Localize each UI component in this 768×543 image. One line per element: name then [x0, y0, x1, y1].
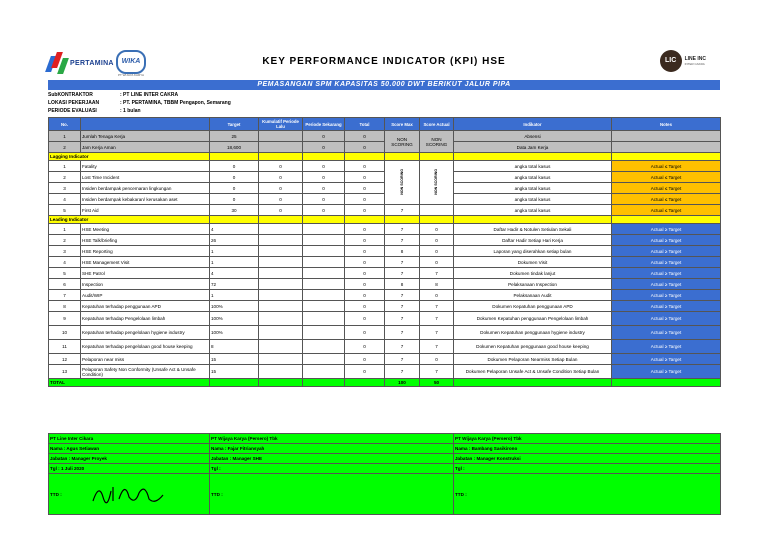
cell-kumulatif: [259, 301, 303, 312]
cell-kumulatif: 0: [259, 183, 303, 194]
cell-indikator: Dokumen Pelaporan Nearmiss Setiap Bulan: [454, 354, 612, 365]
non-scoring-vertical: NON SCORING: [399, 169, 404, 195]
cell-indikator: angka total kasus: [454, 205, 612, 216]
sign-ttd: TTD :: [50, 491, 62, 497]
cell-target: 26: [210, 235, 259, 246]
cell-notes: Actual ≤ Target: [612, 205, 721, 216]
cell-notes: Actual ≤ Target: [612, 183, 721, 194]
cell-kumulatif: 0: [259, 194, 303, 205]
cell-total: 0: [345, 224, 385, 235]
section-cell: [612, 153, 721, 161]
leading-section-row: [49, 216, 721, 224]
cell-item: Kepatuhan terhadap penggunaan APD: [81, 301, 210, 312]
cell-no: 1: [49, 161, 81, 172]
table-row: [49, 224, 721, 235]
wika-subtext: PT WIJAYA KARYA: [118, 73, 144, 77]
cell-no: 2: [49, 172, 81, 183]
cell-notes: [612, 131, 721, 142]
cell-kumulatif: [259, 246, 303, 257]
cell-item: Lost Time Incident: [81, 172, 210, 183]
cell-indikator: Dokumen Kepatuhan penggunaan Pengelolaan limbah: [454, 312, 612, 326]
cell-target: 30: [210, 205, 259, 216]
non-scoring-cell: NON SCORING: [385, 131, 420, 153]
cell-kumulatif: [259, 354, 303, 365]
cell-target: 0: [210, 183, 259, 194]
table-row: [49, 268, 721, 279]
cell-notes: Actual ≥ Target: [612, 279, 721, 290]
cell-periode-sekarang: [303, 312, 345, 326]
cell-kumulatif: 0: [259, 172, 303, 183]
cell-total: 0: [345, 194, 385, 205]
table-row: [49, 205, 721, 216]
cell-item: First Aid: [81, 205, 210, 216]
info-value: : PT LINE INTER CAKRA: [120, 92, 179, 98]
project-banner: PEMASANGAN SPM KAPASITAS 50.000 DWT BERIKUT JALUR PIPA: [48, 80, 720, 90]
cell-kumulatif: [259, 279, 303, 290]
table-row: [49, 131, 721, 142]
cell-notes: Actual ≤ Target: [612, 194, 721, 205]
non-scoring-vertical-cell: [420, 161, 454, 205]
line-inc-sub: INTER CAKRA: [684, 62, 705, 66]
cell-kumulatif: 0: [259, 161, 303, 172]
cell-kumulatif: [259, 326, 303, 340]
cell-notes: Actual ≤ Target: [612, 161, 721, 172]
cell-score-max: 7: [385, 301, 420, 312]
cell-indikator: Pelaksanaan Audit: [454, 290, 612, 301]
cell-no: 11: [49, 340, 81, 354]
cell-total: 0: [345, 172, 385, 183]
table-row: [49, 340, 721, 354]
cell-item: Jumlah Tenaga Kerja: [81, 131, 210, 142]
lagging-section-row: [49, 153, 721, 161]
info-value: : PT. PERTAMINA, TBBM Pengapon, Semarang: [120, 100, 231, 106]
cell-periode-sekarang: [303, 290, 345, 301]
cell-total: 0: [345, 326, 385, 340]
non-scoring-cell: NON SCORING: [420, 131, 454, 153]
table-row: [49, 354, 721, 365]
cell-score-max: 7: [385, 326, 420, 340]
cell-target: 0: [210, 161, 259, 172]
cell-score-max: 7: [385, 257, 420, 268]
cell-total: 0: [345, 290, 385, 301]
section-cell: [259, 153, 303, 161]
cell-score-actual: 0: [420, 354, 454, 365]
section-label: Leading Indicator: [49, 216, 210, 224]
section-cell: [454, 216, 612, 224]
cell-score-actual: 0: [420, 235, 454, 246]
info-key: LOKASI PEKERJAAN: [48, 100, 100, 106]
cell-kumulatif: [259, 268, 303, 279]
cell-item: Pelaporan near miss: [81, 354, 210, 365]
col-total: Total: [345, 118, 385, 131]
kpi-table: [48, 117, 721, 387]
cell-target: 72: [210, 279, 259, 290]
cell-periode-sekarang: 0: [303, 183, 345, 194]
cell-total: 0: [345, 205, 385, 216]
sign-tgl: Tgl :: [454, 464, 721, 474]
cell-notes: Actual ≥ Target: [612, 301, 721, 312]
cell-periode-sekarang: [303, 301, 345, 312]
cell-score-max: 7: [385, 268, 420, 279]
section-cell: [385, 153, 420, 161]
sign-tgl: Tgl :: [210, 464, 454, 474]
cell-indikator: Laporan yang diserahkan setiap bulan: [454, 246, 612, 257]
cell-kumulatif: [259, 235, 303, 246]
cell-periode-sekarang: [303, 340, 345, 354]
cell-no: 2: [49, 142, 81, 153]
cell-no: 4: [49, 257, 81, 268]
cell-score-actual: [420, 205, 454, 216]
cell-indikator: Dokumen Pelaporan Unsafe Act & Unsafe Condition Setiap Bulan: [454, 365, 612, 379]
table-row: [49, 326, 721, 340]
cell-indikator: Dokumen tindak lanjut: [454, 268, 612, 279]
cell-periode-sekarang: 0: [303, 172, 345, 183]
cell-total: 0: [345, 268, 385, 279]
sign-jabatan: Jabatan : Manager SHE: [210, 454, 454, 464]
col-kumulatif: Kumulatif Periode Lalu: [259, 118, 303, 131]
table-row: [49, 301, 721, 312]
cell-target: 100%: [210, 312, 259, 326]
cell-score-actual: 7: [420, 301, 454, 312]
cell-score-max: 7: [385, 205, 420, 216]
cell-indikator: Dokumen Kepatuhan penggunaan APD: [454, 301, 612, 312]
cell-total: 0: [345, 183, 385, 194]
total-label: TOTAL: [49, 379, 210, 387]
cell-periode-sekarang: 0: [303, 142, 345, 153]
cell-total: 0: [345, 365, 385, 379]
cell-score-max: 7: [385, 224, 420, 235]
cell-target: 0: [210, 194, 259, 205]
total-cell: [303, 379, 345, 387]
cell-target: 0: [210, 172, 259, 183]
cell-kumulatif: [259, 224, 303, 235]
sign-org: PT Wijaya Karya (Persero) Tbk: [210, 434, 454, 444]
cell-kumulatif: [259, 257, 303, 268]
logo-bar: [48, 50, 720, 78]
cell-target: 25: [210, 131, 259, 142]
cell-no: 5: [49, 268, 81, 279]
line-inc-mark-icon: LIC: [660, 50, 682, 72]
handwritten-signature: [89, 479, 169, 509]
cell-score-actual: 7: [420, 326, 454, 340]
cell-periode-sekarang: [303, 246, 345, 257]
info-key: PERIODE EVALUASI: [48, 108, 97, 114]
cell-score-max: 7: [385, 290, 420, 301]
total-cell: [259, 379, 303, 387]
cell-item: Inspection: [81, 279, 210, 290]
cell-notes: [612, 142, 721, 153]
cell-no: 12: [49, 354, 81, 365]
table-row: [49, 161, 721, 172]
sign-org: PT Line Inter Cikara: [49, 434, 210, 444]
cell-indikator: Data Jam Kerja: [454, 142, 612, 153]
cell-target: 1: [210, 257, 259, 268]
project-info: [48, 91, 231, 115]
cell-periode-sekarang: [303, 224, 345, 235]
cell-item: Kepatuhan terhadap pengelolaan good house keeping: [81, 340, 210, 354]
page-title: KEY PERFORMANCE INDICATOR (KPI) HSE: [262, 56, 506, 67]
cell-periode-sekarang: [303, 235, 345, 246]
cell-periode-sekarang: 0: [303, 161, 345, 172]
cell-total: 0: [345, 301, 385, 312]
cell-score-actual: 0: [420, 224, 454, 235]
cell-notes: Actual ≥ Target: [612, 246, 721, 257]
cell-target: 15: [210, 354, 259, 365]
col-indikator: Indikator: [454, 118, 612, 131]
total-cell: [210, 379, 259, 387]
cell-score-actual: 7: [420, 268, 454, 279]
cell-no: 1: [49, 224, 81, 235]
cell-no: 8: [49, 301, 81, 312]
section-cell: [303, 153, 345, 161]
cell-score-max: 7: [385, 312, 420, 326]
cell-score-actual: 0: [420, 290, 454, 301]
cell-periode-sekarang: 0: [303, 131, 345, 142]
cell-periode-sekarang: [303, 326, 345, 340]
col-periode-sekarang: Periode Sekarang: [303, 118, 345, 131]
cell-notes: Actual ≥ Target: [612, 312, 721, 326]
col-no: No.: [49, 118, 81, 131]
cell-periode-sekarang: [303, 354, 345, 365]
cell-indikator: Daftar Hadir & Notulen Setiulan Sekali: [454, 224, 612, 235]
cell-notes: Actual ≥ Target: [612, 290, 721, 301]
cell-no: 7: [49, 290, 81, 301]
cell-no: 3: [49, 246, 81, 257]
non-scoring-vertical: NON SCORING: [434, 169, 438, 195]
cell-notes: Actual ≥ Target: [612, 257, 721, 268]
cell-periode-sekarang: [303, 365, 345, 379]
cell-notes: Actual ≥ Target: [612, 235, 721, 246]
cell-notes: Actual ≥ Target: [612, 365, 721, 379]
line-inc-logo: [660, 50, 706, 72]
cell-total: 0: [345, 161, 385, 172]
cell-target: 1: [210, 246, 259, 257]
cell-score-actual: 0: [420, 257, 454, 268]
table-row: [49, 257, 721, 268]
cell-total: 0: [345, 257, 385, 268]
cell-indikator: angka total kasus: [454, 172, 612, 183]
cell-no: 9: [49, 312, 81, 326]
section-cell: [454, 153, 612, 161]
cell-total: 0: [345, 131, 385, 142]
cell-indikator: angka total kasus: [454, 183, 612, 194]
cell-score-max: 7: [385, 340, 420, 354]
col-item: [81, 118, 210, 131]
cell-target: 4: [210, 224, 259, 235]
col-notes: Notes: [612, 118, 721, 131]
cell-item: Insiden berdampak pencemaran lingkungan: [81, 183, 210, 194]
cell-notes: Actual ≥ Target: [612, 268, 721, 279]
table-row: [49, 235, 721, 246]
section-cell: [210, 153, 259, 161]
cell-no: 5: [49, 205, 81, 216]
cell-no: 10: [49, 326, 81, 340]
cell-total: 0: [345, 142, 385, 153]
cell-indikator: Absensi: [454, 131, 612, 142]
cell-score-actual: 8: [420, 279, 454, 290]
cell-score-actual: 7: [420, 340, 454, 354]
cell-periode-sekarang: 0: [303, 205, 345, 216]
cell-item: HSE Talk/briefing: [81, 235, 210, 246]
cell-kumulatif: [259, 365, 303, 379]
pertamina-text: PERTAMINA: [70, 59, 114, 67]
cell-item: Kepatuhan terhadap Pengelolaan limbah: [81, 312, 210, 326]
total-score-max: 100: [385, 379, 420, 387]
cell-target: 8: [210, 340, 259, 354]
cell-item: Jam Kerja Aman: [81, 142, 210, 153]
signature-table: [48, 433, 721, 515]
section-cell: [345, 216, 385, 224]
cell-score-max: 8: [385, 246, 420, 257]
total-cell: [612, 379, 721, 387]
cell-item: HSE Meeting: [81, 224, 210, 235]
cell-score-actual: 7: [420, 312, 454, 326]
section-cell: [420, 153, 454, 161]
section-cell: [420, 216, 454, 224]
line-inc-name: LINE INC: [684, 56, 706, 62]
cell-total: 0: [345, 312, 385, 326]
cell-notes: Actual ≥ Target: [612, 224, 721, 235]
total-cell: [454, 379, 612, 387]
sign-ttd: TTD :: [210, 474, 454, 515]
cell-no: 13: [49, 365, 81, 379]
cell-item: Kepatuhan terhadap pengelolaan hygiene industry: [81, 326, 210, 340]
sign-jabatan: Jabatan : Manager Konstruksi: [454, 454, 721, 464]
col-score-max: Score Max: [385, 118, 420, 131]
cell-no: 6: [49, 279, 81, 290]
section-cell: [210, 216, 259, 224]
section-cell: [259, 216, 303, 224]
section-cell: [612, 216, 721, 224]
cell-target: 100%: [210, 301, 259, 312]
cell-total: 0: [345, 354, 385, 365]
cell-target: 18,600: [210, 142, 259, 153]
cell-target: 4: [210, 268, 259, 279]
cell-total: 0: [345, 340, 385, 354]
cell-periode-sekarang: [303, 268, 345, 279]
cell-indikator: Dokumen Kepatuhan penggunaan hygiene industry: [454, 326, 612, 340]
cell-indikator: Pelaksanaan Inspection: [454, 279, 612, 290]
cell-score-max: 7: [385, 365, 420, 379]
cell-notes: Actual ≥ Target: [612, 340, 721, 354]
cell-indikator: Dokumen Visit: [454, 257, 612, 268]
sign-ttd: TTD :: [454, 474, 721, 515]
cell-no: 2: [49, 235, 81, 246]
col-target: Target: [210, 118, 259, 131]
cell-notes: Actual ≤ Target: [612, 172, 721, 183]
sign-org: PT Wijaya Karya (Persero) Tbk: [454, 434, 721, 444]
info-value: : 1 bulan: [120, 108, 141, 114]
cell-kumulatif: [259, 131, 303, 142]
section-label: Lagging Indicator: [49, 153, 210, 161]
cell-kumulatif: [259, 290, 303, 301]
sign-tgl: Tgl : 1 Juli 2020: [49, 464, 210, 474]
sign-nama: Nama : Fajar Fitriansyah: [210, 444, 454, 454]
sign-nama: Nama : Bambang Sasikirono: [454, 444, 721, 454]
cell-indikator: Daftar Hadir Setiap Hari Kerja: [454, 235, 612, 246]
cell-periode-sekarang: [303, 279, 345, 290]
cell-item: Pelaporan Safety Non Conformity (Unsafe Act & Unsafe Condition): [81, 365, 210, 379]
sign-jabatan: Jabatan : Manager Proyek: [49, 454, 210, 464]
cell-indikator: angka total kasus: [454, 194, 612, 205]
cell-target: 100%: [210, 326, 259, 340]
cell-no: 4: [49, 194, 81, 205]
cell-item: HSE Management Visit: [81, 257, 210, 268]
cell-score-max: 7: [385, 354, 420, 365]
cell-notes: Actual ≥ Target: [612, 326, 721, 340]
col-score-actual: Score Actual: [420, 118, 454, 131]
sign-ttd-cell: [49, 474, 210, 515]
cell-score-actual: 0: [420, 246, 454, 257]
table-row: [49, 312, 721, 326]
wika-logo: WIKA: [116, 50, 146, 74]
total-score-actual: 50: [420, 379, 454, 387]
table-row: [49, 290, 721, 301]
info-key: SubKONTRAKTOR: [48, 92, 93, 98]
section-cell: [345, 153, 385, 161]
cell-total: 0: [345, 235, 385, 246]
cell-no: 1: [49, 131, 81, 142]
cell-item: HSE Reporting: [81, 246, 210, 257]
section-cell: [303, 216, 345, 224]
cell-target: 1: [210, 290, 259, 301]
cell-item: Audit/WIP: [81, 290, 210, 301]
cell-target: 15: [210, 365, 259, 379]
total-row: [49, 379, 721, 387]
cell-score-actual: 7: [420, 365, 454, 379]
section-cell: [385, 216, 420, 224]
table-header-row: [49, 118, 721, 131]
cell-kumulatif: [259, 142, 303, 153]
non-scoring-vertical-cell: [385, 161, 420, 205]
cell-item: SHE Patrol: [81, 268, 210, 279]
cell-item: Insiden berdampak kebakaran/ kerusakan aset: [81, 194, 210, 205]
cell-total: 0: [345, 246, 385, 257]
cell-indikator: Dokumen Kepatuhan penggunaan good house keeping: [454, 340, 612, 354]
cell-kumulatif: [259, 312, 303, 326]
cell-periode-sekarang: 0: [303, 194, 345, 205]
cell-no: 3: [49, 183, 81, 194]
total-cell: [345, 379, 385, 387]
cell-kumulatif: [259, 340, 303, 354]
cell-periode-sekarang: [303, 257, 345, 268]
cell-score-max: 8: [385, 279, 420, 290]
cell-kumulatif: 0: [259, 205, 303, 216]
cell-notes: Actual ≥ Target: [612, 354, 721, 365]
cell-total: 0: [345, 279, 385, 290]
sign-nama: Nama : Agus Setiawan: [49, 444, 210, 454]
table-row: [49, 246, 721, 257]
table-row: [49, 279, 721, 290]
cell-indikator: angka total kasus: [454, 161, 612, 172]
cell-item: Fatality: [81, 161, 210, 172]
table-row: [49, 365, 721, 379]
cell-score-max: 7: [385, 235, 420, 246]
